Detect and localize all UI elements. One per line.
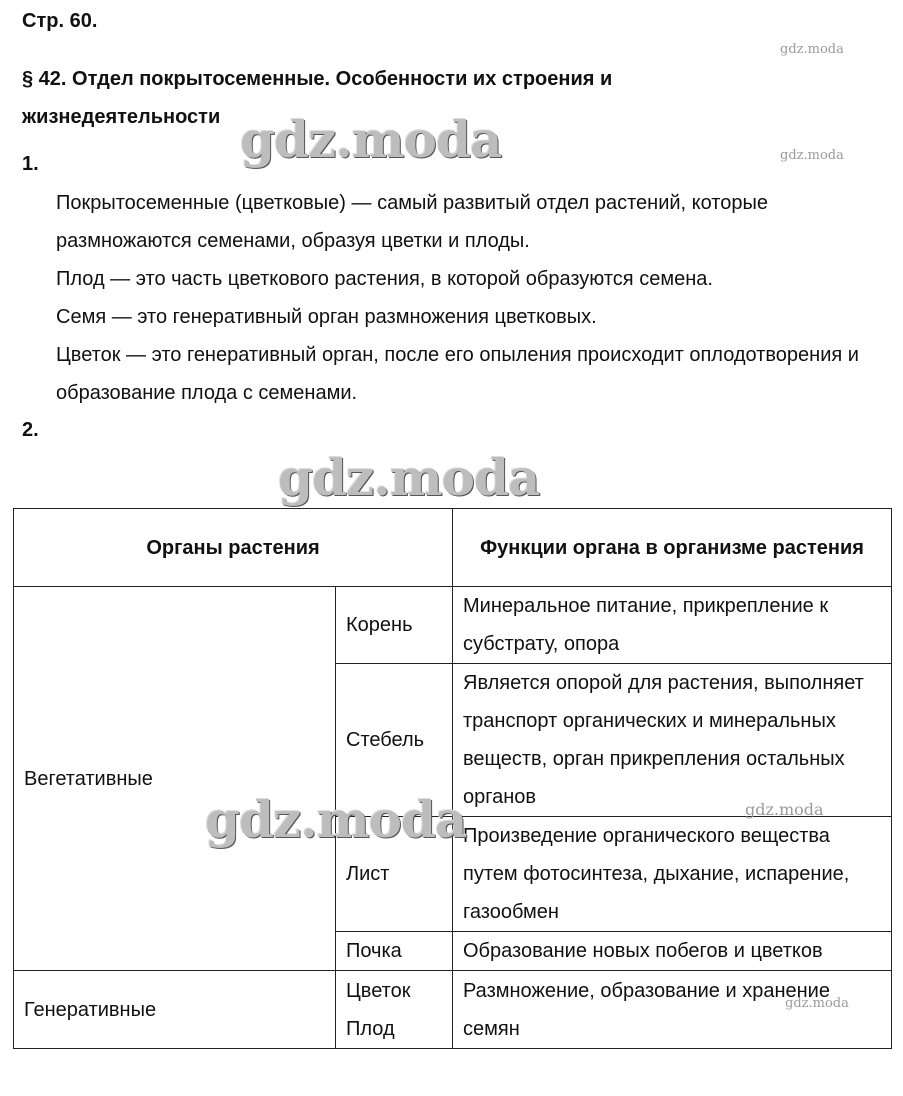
watermark-small: gdz.moda — [780, 42, 844, 57]
task-1-paragraph-seed: Семя — это генеративный орган размножения цветковых. — [56, 306, 597, 328]
organ-fruit: Плод — [346, 1017, 395, 1040]
watermark-logo: gdz.moda — [278, 448, 540, 507]
watermark-small: gdz.moda — [745, 800, 824, 819]
function-bud: Образование новых побегов и цветков — [453, 932, 892, 971]
organ-flower-fruit — [336, 971, 453, 1049]
group-generative: Генеративные — [14, 971, 336, 1049]
function-root: Минеральное питание, прикрепление к субстрату, опора — [453, 587, 892, 664]
organ-leaf: Лист — [336, 817, 453, 932]
page-number: Стр. 60. — [22, 10, 98, 32]
header-organs: Органы растения — [14, 509, 453, 587]
organ-bud: Почка — [336, 932, 453, 971]
table-row — [14, 587, 892, 664]
table-row — [14, 971, 892, 1049]
organ-flower: Цветок — [346, 979, 411, 1002]
organ-root: Корень — [336, 587, 453, 664]
task-2-number: 2. — [22, 419, 39, 441]
function-leaf: Произведение органического вещества путем фотосинтеза, дыхание, испарение, газообмен — [453, 817, 892, 932]
watermark-logo: gdz.moda — [240, 110, 502, 169]
task-1-paragraph-flower: Цветок — это генеративный орган, после его опыления происходит оплодотворения и образование плода с семенами. — [56, 344, 859, 404]
plant-organs-table — [13, 508, 892, 1049]
watermark-small: gdz.moda — [785, 996, 849, 1011]
watermark-small: gdz.moda — [780, 148, 844, 163]
task-1-number: 1. — [22, 153, 39, 175]
task-1-paragraph-angiosperms: Покрытосеменные (цветковые) — самый развитый отдел растений, которые размножаются семенами, образуя цветки и плоды. — [56, 192, 768, 252]
organ-stem: Стебель — [336, 664, 453, 817]
function-flower-fruit: Размножение, образование и хранение семян — [453, 971, 892, 1049]
function-stem: Является опорой для растения, выполняет транспорт органических и минеральных веществ, орган прикрепления остальных органов — [453, 664, 892, 817]
table-header-row — [14, 509, 892, 587]
section-title: § 42. Отдел покрытосеменные. Особенности их строения и жизнедеятельности — [22, 68, 613, 128]
group-vegetative: Вегетативные — [14, 587, 336, 971]
task-1-paragraph-fruit: Плод — это часть цветкового растения, в которой образуются семена. — [56, 268, 713, 290]
watermark-logo: gdz.moda — [205, 790, 467, 849]
header-functions: Функции органа в организме растения — [453, 509, 892, 587]
